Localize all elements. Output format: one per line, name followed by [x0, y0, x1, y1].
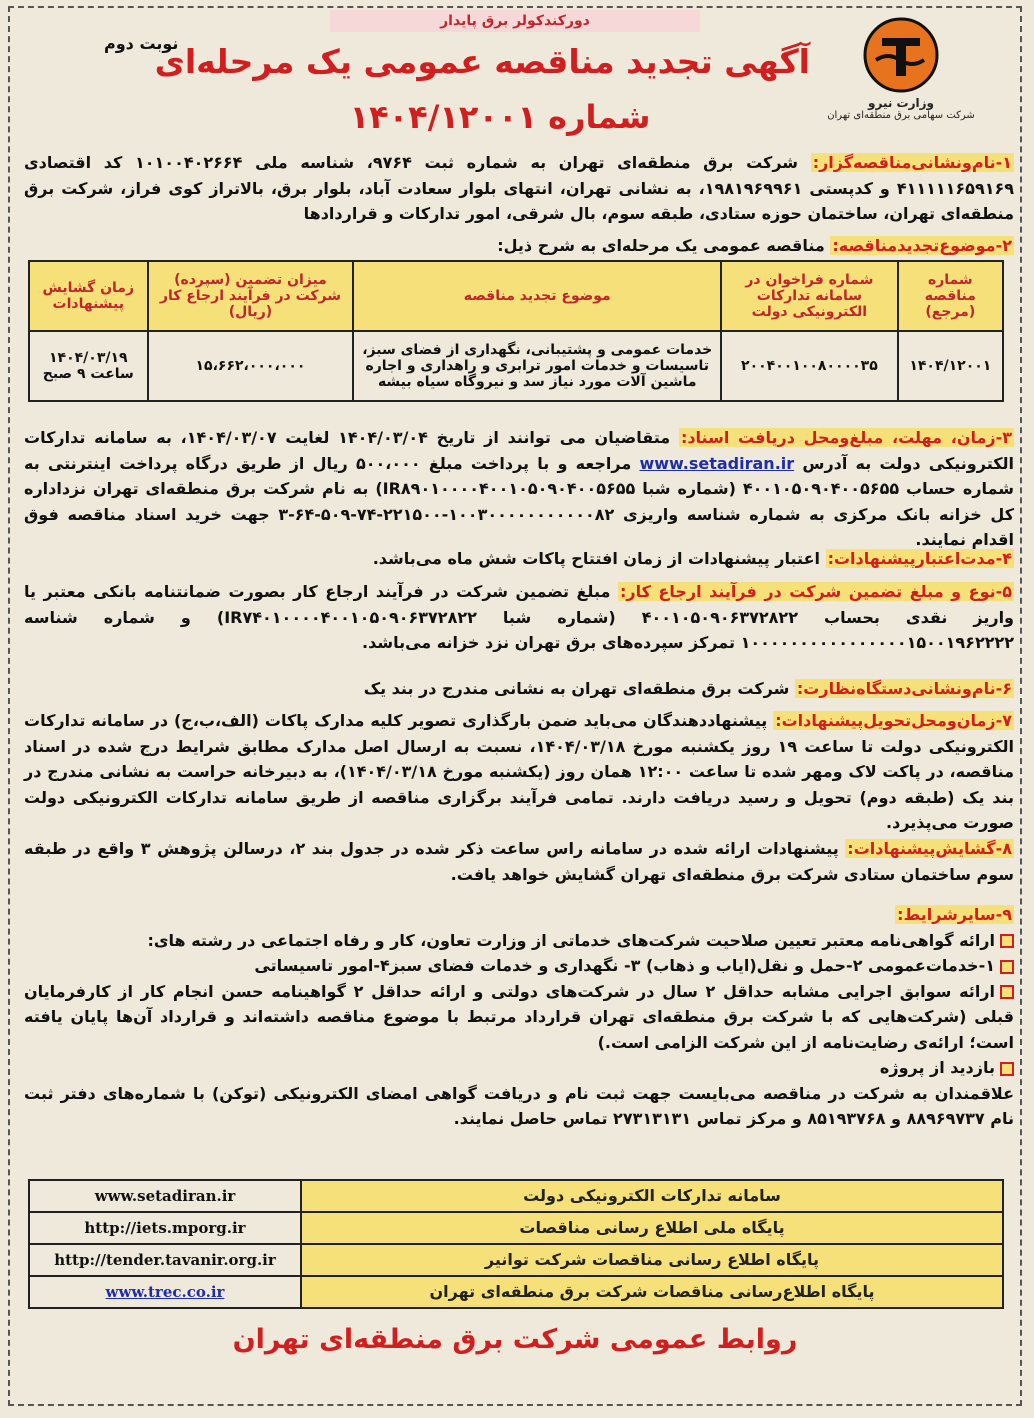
section-4 — [24, 546, 1014, 572]
condition-item — [24, 1055, 1014, 1081]
section-2-heading: ۲-موضوع‌تجدید‌مناقصه: — [832, 236, 1012, 255]
section-4-text: اعتبار پیشنهادات از زمان افتتاح پاکات شش ماه می‌باشد. — [372, 549, 820, 568]
section-1-text: شرکت برق منطقه‌ای تهران به شماره ثبت ۹۷۶۴، شناسه ملی ۱۰۱۰۰۴۰۲۶۶۴ کد اقتصادی ۴۱۱۱۱۱۶۵۹۱۶۹ و کدپستی ۱۹۸۱۹۶۹۹۶۱، به نشانی تهران، انتهای بلوار سعادت آباد، بلوار برق، بالاتراز کوی فراز، شرکت برق منطقه‌ای تهران، ساختمان حوزه ستادی، طبقه سوم، بال شرقی، امور تدارکات و قراردادها — [24, 153, 1014, 223]
section-9-heading: ۹-سایرشرایط: — [897, 905, 1012, 924]
section-3 — [24, 425, 1014, 553]
logo-company-text: شرکت سهامی برق منطقه‌ای تهران — [827, 110, 975, 121]
bullet-icon — [1000, 1062, 1014, 1076]
cell-guarantee: ۱۵،۶۶۲،۰۰۰،۰۰۰ — [148, 331, 354, 401]
section-9 — [24, 902, 1014, 1132]
section-3-text-b: مراجعه و با پرداخت مبلغ ۵۰۰،۰۰۰ ریال از طریق درگاه پرداخت اینترنتی به شماره حساب ۴۰۰۱۰۵۰۹۰۴۰۰۵۶۵۵ (شماره شبا IR۸۹۰۱۰۰۰۰۴۰۰۱۰۵۰۹۰۴۰۰۵۶۵۵) به نام شرکت برق منطقه‌ای تهران نزداداره کل خزانه بانک مرکزی به شماره شناسه واریزی ۱۰۰۳۰۰۰۰۰۰۰۰۰۰۰۸۲-۲۲۱۵۰۰-۷۴-۵۰۹-۶۴-۳ جهت خرید اسناد مناقصه فوق اقدام نمایند. — [24, 453, 1015, 549]
link-name: سامانه تدارکات الکترونیکی دولت — [300, 1181, 1002, 1211]
link-url[interactable]: www.setadiran.ir — [94, 1187, 236, 1205]
link-url[interactable]: http://iets.mporg.ir — [84, 1219, 246, 1237]
setad-link[interactable]: www.setadiran.ir — [639, 453, 795, 473]
col-subject: موضوع تجدید مناقصه — [353, 261, 721, 331]
link-name: پایگاه ملی اطلاع رسانی مناقصات — [300, 1213, 1002, 1243]
section-6-heading: ۶-نام‌ونشانی‌دستگاه‌نظارت: — [796, 679, 1012, 698]
condition-item — [24, 979, 1014, 1056]
link-url[interactable]: www.trec.co.ir — [105, 1283, 225, 1301]
cell-subject: خدمات عمومی و پشتیبانی، نگهداری از فضای سبز، تاسیسات و خدمات امور ترابری و راهداری و اجاره ماشین آلات مورد نیاز سد و نیروگاه سیاه بیشه — [353, 331, 721, 401]
notice-round: نوبت دوم — [104, 34, 179, 53]
cell-ref: ۱۴۰۴/۱۲۰۰۱ — [898, 331, 1003, 401]
section-7-text: پیشنهاددهندگان می‌باید ضمن بارگذاری تصویر کلیه مدارک پاکات (الف،ب،ج) در سامانه تدارکات الکترونیکی دولت تا ساعت ۱۹ روز یکشنبه مورخ ۱۴۰۴/۰۳/۱۸، نسبت به ارسال اصل مدارک مطابق شرایط درج شده در اسناد مناقصه، در پاکت لاک ومهر شده تا ساعت ۱۲:۰۰ همان روز (یکشنبه مورخ ۱۴۰۴/۰۳/۱۸)، به دبیرخانه حراست به نشانی مندرج در بند یک (طبقه دوم) تحویل و رسید دریافت دارند. تمامی فرآیند برگزاری مناقصه از طریق سامانه تدارکات الکترونیکی دولت صورت می‌پذیرد. — [24, 711, 1015, 832]
power-logo-icon — [862, 16, 940, 94]
link-row — [28, 1179, 1004, 1213]
contact-info: علاقمندان به شرکت در مناقصه می‌بایست جهت ثبت نام و دریافت گواهی امضای الکترونیکی (توکن) با شماره‌های دفتر ثبت نام ۸۸۹۶۹۷۳۷ و ۸۵۱۹۳۷۶۸ و مرکز تماس ۲۷۳۱۳۱۳۱ تماس حاصل نمایند. — [24, 1083, 1014, 1128]
section-2-text: مناقصه عمومی یک مرحله‌ای به شرح ذیل: — [497, 236, 825, 255]
link-url[interactable]: http://tender.tavanir.org.ir — [54, 1251, 276, 1269]
link-row — [28, 1277, 1004, 1309]
section-8 — [24, 836, 1014, 887]
condition-item — [24, 953, 1014, 979]
links-table — [28, 1179, 1004, 1309]
tender-table — [28, 260, 1004, 402]
bullet-icon — [1000, 934, 1014, 948]
col-guarantee: میزان تضمین (سپرده) شرکت در فرآیند ارجاع کار (ریال) — [148, 261, 354, 331]
page-title: آگهی تجدید مناقصه عمومی یک مرحله‌ای — [154, 42, 810, 81]
col-opening: زمان گشایش پیشنهادات — [29, 261, 148, 331]
section-5-text: مبلغ تضمین شرکت در فرآیند ارجاع کار بصورت ضمانتنامه بانکی معتبر یا واریز نقدی بحساب ۴۰۰۱۰۵۰۹۰۶۳۷۲۸۲۲ (شماره شبا IR۷۴۰۱۰۰۰۰۴۰۰۱۰۵۰۹۰۶۳۷۲۸۲۲) و شماره شناسه ۱۰۰۰۰۰۰۰۰۰۰۰۰۰۰۰۰۱۵۰۰۱۹۶۲۲۲۲ تمرکز سپرده‌های برق تهران نزد خزانه می‌باشد. — [24, 582, 1015, 652]
section-6-text: شرکت برق منطقه‌ای تهران به نشانی مندرج در بند یک — [363, 679, 790, 698]
bullet-icon — [1000, 985, 1014, 999]
footer-public-relations: روابط عمومی شرکت برق منطقه‌ای تهران — [232, 1324, 798, 1355]
link-name: پایگاه اطلاع‌رسانی مناقصات شرکت برق منطقه‌ای تهران — [300, 1277, 1002, 1307]
section-3-text-a: متقاضیان می توانند از تاریخ ۱۴۰۴/۰۳/۰۴ لغایت ۱۴۰۴/۰۳/۰۷، به سامانه تدارکات الکترونیکی دولت به آدرس — [24, 428, 1015, 473]
link-row — [28, 1213, 1004, 1245]
section-1 — [24, 150, 1014, 227]
link-name: پایگاه اطلاع رسانی مناقصات شرکت توانیر — [300, 1245, 1002, 1275]
section-6 — [24, 676, 1014, 702]
section-7-heading: ۷-زمان‌ومحل‌تحویل‌پیشنهادات: — [775, 711, 1012, 730]
section-8-text: پیشنهادات ارائه شده در سامانه راس ساعت ذکر شده در جدول بند ۲، درسالن پژوهش ۳ واقع در طبقه سوم ساختمان ستادی شرکت برق منطقه‌ای تهران گشایش خواهد یافت. — [24, 839, 1014, 884]
condition-text: بازدید از پروژه — [879, 1058, 995, 1077]
section-1-heading: ۱-نام‌ونشانی‌مناقصه‌گزار: — [812, 153, 1013, 172]
condition-item — [24, 928, 1014, 954]
col-ref: شماره مناقصه (مرجع) — [898, 261, 1003, 331]
section-5-heading: ۵-نوع و مبلغ تضمین شرکت در فرآیند ارجاع کار: — [619, 582, 1013, 601]
condition-text: ۱-خدمات‌عمومی ۲-حمل و نقل(ایاب و ذهاب) ۳- نگهداری و خدمات فضای سبز۴-امور تاسیساتی — [254, 956, 995, 975]
logo-ministry-text: وزارت نیرو — [868, 96, 934, 110]
condition-text: ارائه سوابق اجرایی مشابه حداقل ۲ سال در شرکت‌های دولتی و ارائه حداقل ۲ گواهینامه حسن انجام کار از کارفرمایان قبلی (شرکت‌هایی که با شرکت برق منطقه‌ای تهران قرارداد مرتبط با موضوع مناقصه داشته‌اند و قرارداد آن‌ها پایان یافته است؛ ارائه‌ی رضایت‌نامه از این شرکت الزامی است.) — [24, 981, 1014, 1052]
condition-text: ارائه گواهی‌نامه معتبر تعیین صلاحیت شرکت‌های خدماتی از وزارت تعاون، کار و رفاه اجتماعی در رشته های: — [147, 930, 995, 950]
opening-time: ساعت ۹ صبح — [42, 366, 134, 382]
cell-setad-number: ۲۰۰۴۰۰۱۰۰۸۰۰۰۰۳۵ — [721, 331, 898, 401]
section-5 — [24, 579, 1014, 656]
top-banner: دورکندکولر برق پایدار — [330, 10, 700, 32]
section-3-heading: ۳-زمان، مهلت، مبلغ‌ومحل دریافت اسناد: — [680, 428, 1013, 447]
opening-date: ۱۴۰۴/۰۳/۱۹ — [48, 350, 128, 366]
tender-number: شماره ۱۴۰۴/۱۲۰۰۱ — [349, 98, 651, 136]
ministry-logo — [806, 16, 996, 142]
section-4-heading: ۴-مدت‌اعتبار‌پیشنهادات: — [827, 549, 1012, 568]
bullet-icon — [1000, 960, 1014, 974]
link-row — [28, 1245, 1004, 1277]
cell-opening — [29, 331, 148, 401]
col-setad-number: شماره فراخوان در سامانه تدارکات الکترونیکی دولت — [721, 261, 898, 331]
section-8-heading: ۸-گشایش‌پیشنهادات: — [847, 839, 1013, 858]
section-2 — [24, 233, 1014, 259]
section-7 — [24, 708, 1014, 836]
table-row — [29, 331, 1003, 401]
